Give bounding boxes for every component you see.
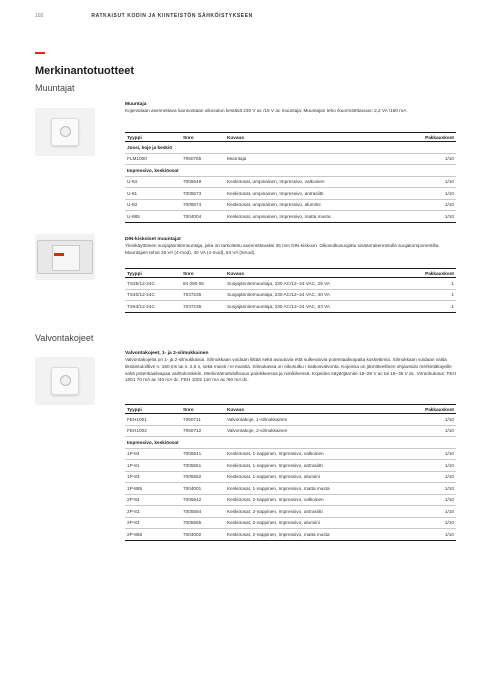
group-label: Impressivo, keskiöosat [125,437,456,449]
table-cell: 1/10 [418,517,456,529]
table-row [125,517,456,529]
section-title: Valvontakojeet, 1- ja 2-silmukkainen [125,351,209,356]
table-cell: U-81 [125,188,181,200]
table-cell: FEH1002 [125,425,181,437]
table-row [125,199,456,211]
table-cell: 7005542 [181,494,225,506]
accent-bar [35,52,45,54]
table-cell: 7004002 [181,529,225,541]
table-cell: Suojajännitemuuntaja, 230 AC/12–24 VAC, 63 VA [225,301,418,313]
product-table-muuntajat [125,132,456,223]
table-cell: 1/10 [418,506,456,518]
table-cell: 1/10 [418,460,456,472]
table-cell: Keskiöosat, umpinainen, Impressivo, alumiini [225,199,418,211]
table-cell: U-84 [125,176,181,188]
table-row [125,483,456,495]
table-cell: Keskiöosat, 1-nappinen, Impressivo, matta musta [225,483,418,495]
product-image-muuntaja [35,108,95,156]
table-row [125,506,456,518]
table-cell: Keskiöosat, 1-nappinen, Impressivo, valkoinen [225,448,418,460]
table-cell: 1/10 [418,153,456,165]
table-cell: Suojajännitemuuntaja, 230 AC/12–24 VAC, 25 VA [225,278,418,290]
table-cell: 2P-83 [125,517,181,529]
page-header [35,13,253,19]
table-cell: 1/10 [418,529,456,541]
page-title: Merkinantotuotteet [35,65,134,77]
group-label: Impressivo, keskiöosat [125,165,456,177]
valvonta-info [125,351,456,384]
table-row [125,448,456,460]
table-cell: 1/10 [418,425,456,437]
table-cell: Keskiöosat, 1-nappinen, Impressivo, antrasiitti [225,460,418,472]
table-cell: 7004001 [181,483,225,495]
table-cell: 7005574 [181,199,225,211]
table-cell: Keskiöosat, 2-nappinen, Impressivo, antrasiitti [225,506,418,518]
section-title: DIN-kiskoiset muuntajat [125,237,181,242]
table-cell: 7005552 [181,471,225,483]
section-description: Kojerasiaan asennettava luonnostaan oikosulun kestävä 230 V ac /15 V ac muuntaja. Muuntajan teho /kuormitettavuus: 2,2 VA /150 mA. [125,108,408,113]
table-cell: TS63/12-24C [125,301,181,313]
table-cell: Keskiöosat, 2-nappinen, Impressivo, alumiini [225,517,418,529]
table-cell: 7037235 [181,289,225,301]
table-cell: 1 [418,278,456,290]
table-cell: 7005573 [181,188,225,200]
table-row [125,211,456,223]
col-header: Tyyppi [125,405,181,414]
product-image-din [35,234,95,280]
col-header: Kuvaus [225,405,418,414]
col-header: Snro [181,269,225,278]
muuntaja-info [125,102,456,115]
table-cell: Keskiöosat, umpinainen, Impressivo, antrasiitti [225,188,418,200]
col-header: Tyyppi [125,133,181,142]
col-header: Tyyppi [125,269,181,278]
product-table-valvonta [125,404,456,541]
table-cell: Valvontakoje, 1-silmukkainen [225,414,418,426]
table-cell: 1/10 [418,494,456,506]
table-cell: Valvontakoje, 2-silmukkainen [225,425,418,437]
din-transformer-icon [37,240,93,274]
table-cell: 7060712 [181,425,225,437]
col-header: Kuvaus [225,133,418,142]
table-row [125,176,456,188]
table-cell: 1P-885 [125,483,181,495]
table-cell: 1P-84 [125,448,181,460]
table-cell: 2P-84 [125,494,181,506]
col-header: Snro [181,133,225,142]
table-cell: 2P-81 [125,506,181,518]
table-cell: 7005554 [181,506,225,518]
table-row [125,414,456,426]
table-cell: FLM1000 [125,153,181,165]
product-image-valvontakoje [35,357,95,405]
page-number: 102 [35,13,44,19]
section-heading-muuntajat: Muuntajat [35,83,75,93]
table-cell: Keskiöosat, 2-nappinen, Impressivo, matta musta [225,529,418,541]
table-cell: 7005549 [181,176,225,188]
col-header: Kuvaus [225,269,418,278]
table-row [125,289,456,301]
table-cell: U-83 [125,199,181,211]
din-info [125,237,456,257]
table-cell: TS40/12-24C [125,289,181,301]
section-description: Yleiskäyttöinen suojajännitemuuntaja, joka on tarkoitettu asennettavaksi 35 mm DIN-kiskoon. Oikosulkusuojattu sisäänrakennetulla suojakomponentilla. Muuntajien tehot 25 VA (4-mod), 40 VA (4-mod), 63 VA (5mod). [125,243,440,255]
table-cell: 7004004 [181,211,225,223]
table-row [125,494,456,506]
table-row [125,460,456,472]
table-cell: 1/10 [418,176,456,188]
running-title: RATKAISUT KODIN JA KIINTEISTÖN SÄHKÖISTYKSEEN [91,13,253,19]
table-cell: 2P-885 [125,529,181,541]
transformer-device-icon [51,118,79,146]
table-cell: Suojajännitemuuntaja, 230 AC/12–24 VAC, 40 VA [225,289,418,301]
table-cell: 7060711 [181,414,225,426]
group-label: Jussi, koje ja keskiö [125,142,456,154]
table-cell: Keskiöosat, 1-nappinen, Impressivo, alumiini [225,471,418,483]
product-table-din [125,268,456,313]
table-cell: 1 [418,289,456,301]
table-cell: 7037236 [181,301,225,313]
col-header: Pakkauskoot [418,133,456,142]
table-cell: 1/10 [418,471,456,483]
col-header: Pakkauskoot [418,405,456,414]
table-cell: Keskiöosat, umpinainen, Impressivo, valkoinen [225,176,418,188]
table-row [125,301,456,313]
table-cell: 1/10 [418,211,456,223]
col-header: Snro [181,405,225,414]
table-cell: U-885 [125,211,181,223]
section-title: Muuntaja [125,102,147,107]
table-cell: Muuntaja [225,153,418,165]
table-cell: 7005555 [181,517,225,529]
table-cell: 1/10 [418,188,456,200]
table-cell: 1P-83 [125,471,181,483]
table-cell: TS25/12-24C [125,278,181,290]
table-cell: Keskiöosat, 2-nappinen, Impressivo, valkoinen [225,494,418,506]
table-cell: 7005551 [181,460,225,472]
table-cell: 1/10 [418,448,456,460]
table-row [125,278,456,290]
table-cell: 1 [418,301,456,313]
table-cell: 1P-81 [125,460,181,472]
table-row [125,529,456,541]
table-cell: 1/10 [418,483,456,495]
col-header: Pakkauskoot [418,269,456,278]
table-row [125,471,456,483]
table-cell: 1/10 [418,414,456,426]
section-heading-valvontakojeet: Valvontakojeet [35,333,94,343]
table-cell: 1/10 [418,199,456,211]
table-row [125,153,456,165]
table-row [125,425,456,437]
monitoring-device-icon [51,367,79,395]
table-row [125,188,456,200]
section-description: Valvontakojeita on 1- ja 2-silmukkaisia. Silmukkaan voidaan liittää sekä avautuvia että sulkeutuvia potentiaalivapaita koskettimia. Silmukkaan voidaan valita tiksäintuloiltive n. 150 ms tai n. 2,5 s, sekä muisti / ei muistia. Silmukassa on oikosulku / katkosvalvonta. Kojeissa on jännitteellinen ohjaustulo merkintäkojeille sekä potentiaalivapaa vaihtokosketin. Merkintämahdollisuus painikkeessa ja nimikilvessä. Kojeiden käyttöjännite 15–28 V ac tai 18–35 V dc. Virrankulutus: FEH 1001 70 mA ac /40 mA dc, FEH 1002 110 mA ac /60 mA dc. [125,357,456,383]
table-cell: 84 090 06 [181,278,225,290]
table-cell: Keskiöosat, umpinainen, Impressivo, matta musta [225,211,418,223]
table-cell: 7060765 [181,153,225,165]
table-cell: FEH1001 [125,414,181,426]
table-cell: 7005541 [181,448,225,460]
